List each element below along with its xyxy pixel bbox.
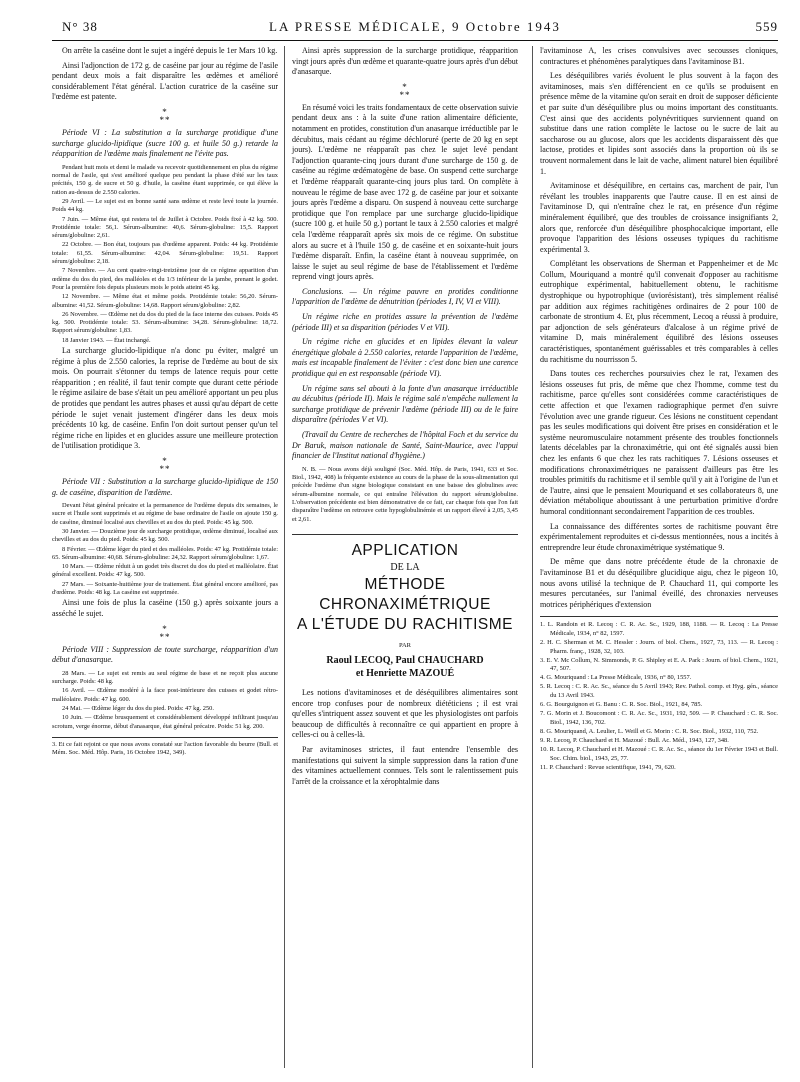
case-note: 28 Mars. — Le sujet est remis au seul régime de base et ne reçoit plus aucune surcharge. Poids: 48 kg. [52, 669, 278, 686]
case-note: 7 Novembre. — Au cent quatre-vingt-treizième jour de ce régime apparition d'un œdème du dos du pied, des malléoles et du 1/3 inférieur de la jambe, prenant le godet. Pour la première fois depuis plusieurs mois le poids atteint 45 kg. [52, 267, 278, 291]
paragraph: La connaissance des différentes sortes de rachitisme pouvant être expérimentalement reproduites et ci-dessus mentionnées, nous a incités à entreprendre leur étude chronaximétrique systématique 9. [540, 521, 778, 552]
case-note: 29 Avril. — Le sujet est en bonne santé sans œdème et reste levé toute la journée. Poids 44 kg. [52, 197, 278, 214]
paragraph: La surcharge glucido-lipidique n'a donc pu éviter, malgré un régime à plus de 2.550 calories, la reprise de l'œdème au bout de six mois. On pourrait s'étonner du temps de latence requis pour cette réapparition ; en réalité, il faut tenir compte que durant cette période le régime asilaire de base s'était un peu amélioré apportant un peu plus de protides que pendant les autres phases et aussi qu'au départ de cette période le sujet venait justement d'ingérer dans les deux mois précédents 10 kg. de caséine. Enfin l'on doit surtout penser qu'un tel régime riche en lipides et en glucides assure une meilleure protection de l'utilisation protidique 3. [52, 345, 278, 451]
paragraph: Par avitaminoses strictes, il faut entendre l'ensemble des manifestations qui suivent la simple suppression dans la ration d'une des vitamines actuellement connues. Tels sont le ralentissement puis l'arrêt de la croissance et la xérophtalmie dans [292, 745, 518, 786]
reference: 10. R. Lecoq, P. Chauchard et H. Mazoué : C. R. Ac. Sc., séance du 1er Février 1943 et Bull. Soc. Chim. biol., 1943, 25, 77. [540, 746, 778, 762]
page-number: 559 [755, 19, 778, 34]
journal-title: LA PRESSE MÉDICALE, 9 Octobre 1943 [269, 19, 561, 34]
case-notes-period-6 [52, 164, 278, 345]
article-separator [292, 534, 518, 535]
case-note: 27 Mars. — Soixante-huitième jour de traitement. État général encore amélioré, pas d'œdème. Poids: 48 kg. La caséine est supprimée. [52, 580, 278, 597]
footnote-text: 3. Et ce fait rejoint ce que nous avons constaté sur l'action favorable du beurre (Bull. et Mém. Soc. Méd. Hôp. Paris, 16 Octobre 1942, 349). [52, 740, 278, 756]
issue-number: N° 38 [62, 19, 98, 34]
paragraph: Complétant les observations de Sherman et Pappenheimer et de Mc Collum, Mouriquand a montré qu'il convenait d'opposer au rachitisme eutrophique expérimental, habituellement obtenu, le rachitisme dystrophique ou hypotrophique (uviorésistant), très simplement réalisé par addition aux régimes rachitigènes ordinaires de 2 pour 100 de carbonate de strontium 4. Et, plus récemment, Lecoq a réussi à produire, par adjonction de sels générateurs d'alcalose à un régime privé de vitamine D, mais minéralement équilibré des lésions osseuses caractéristiques, spontanément guérissables et très comparables à celles du rachitisme du nourrisson 5. [540, 259, 778, 364]
case-note: Devant l'état général précaire et la permanence de l'œdème depuis dix semaines, le sucre et l'huile sont supprimés et au régime de base ordinaire de l'asile on ajoute 150 g. de caséine, diminué localisé aux chevilles et au dos du pied. Poids: 45 kg. 500. [52, 502, 278, 526]
case-note: 12 Novembre. — Même état et même poids. Protidémie totale: 56,20. Sérum-albumine: 41,52. Sérum-globuline: 14,68. Rapport sérum/globuline: 2,82. [52, 293, 278, 309]
reference: 1. L. Randoin et R. Lecoq : C. R. Ac. Sc., 1929, 188, 1188. — R. Lecoq : La Presse Médicale, 1934, n° 82, 1597. [540, 621, 778, 637]
case-notes-period-8 [52, 670, 278, 731]
paragraph: Ainsi l'adjonction de 172 g. de caséine par jour au régime de l'asile pendant deux mois a fait disparaître les œdèmes et amélioré considérablement l'état général. L'action curatrice de la caséine sur l'œdème est patente. [52, 60, 278, 102]
reference: 11. P. Chauchard : Revue scientifique, 1941, 79, 620. [540, 763, 676, 771]
case-note: 8 Février. — Œdème léger du pied et des malléoles. Poids: 47 kg. Protidémie totale: 65. Sérum-albumine: 40,68. Sérum-globuline: 24,32. Rapport sérum/globuline: 1,67. [52, 545, 278, 561]
case-note: 26 Novembre. — Œdème net du dos du pied de la face interne des cuisses. Poids 45 kg. 500. Protidémie totale: 53. Sérum-albumine: 34,28. Sérum-globuline: 18,72. Rapport sérum/globuline: 1,83. [52, 310, 278, 335]
footnote [52, 737, 278, 757]
column-rule-right [532, 46, 533, 1068]
article-title-block [292, 541, 518, 680]
asterism: * ** [159, 455, 171, 474]
paragraph: Les notions d'avitaminoses et de déséquilibres alimentaires sont encore trop confuses pour de nombreux diététiciens ; il est vrai qu'elles s'intriquent assez souvent et que les physiologistes ont parfois beaucoup de difficultés à reconnaître ce qui appartient en propre à celles-ci ou à celles-là. [292, 688, 518, 740]
case-note: 22 Octobre. — Bon état, toujours pas d'œdème apparent. Poids: 44 kg. Protidémie totale: 61,55. Sérum-albumine: 42,04. Sérum-globuline: 19,51. Rapport sérum/globuline: 2,18. [52, 241, 278, 266]
conclusion: Un régime riche en glucides et en lipides élevant la valeur énergétique globale à 2.550 calories, retarde l'apparition de l'œdème, mais est incapable finalement de l'éviter : c'est donc bien une carence protidique qui en est responsable (période VI). [292, 337, 518, 379]
reference: 4. G. Mouriquand : La Presse Médicale, 1936, n° 80, 1557. [540, 674, 692, 682]
article-title-line: A L'ÉTUDE DU RACHITISME [297, 616, 513, 634]
section-heading: Période VI : La substitution a la surcharge protidique d'une surcharge glucido-lipidique (sucre 100 g. et huile 50 g.) retarde la réapparition de l'œdème mais finalement ne l'évite pas. [52, 127, 278, 159]
case-note: 10 Juin. — Œdème brusquement et considérablement développé infiltrant jusqu'au scrotum, verge énorme, début d'anasarque, état général précaire. Poids: 51 kg. 200. [52, 714, 278, 730]
journal-page [52, 16, 778, 1072]
paragraph: Ainsi une fois de plus la caséine (150 g.) après soixante jours a asséché le sujet. [52, 598, 278, 618]
conclusion: Un régime sans sel abouti à la fonte d'un anasarque irréductible au décubitus (période II). Mais le régime salé n'empêche nullement la surcharge protidique de prévenir l'œdème (période III) ou de le faire disparaître (périodes V et VI). [292, 383, 518, 425]
paragraph: Dans toutes ces recherches poursuivies chez le rat, l'examen des lésions osseuses fut pris, de même que chez l'homme, comme test du rachitisme, parce qu'elles sont considérées comme caractéristiques de cette affection et que l'examen radiographique permet d'en suivre l'évolution avec une grande rigueur. Ces lésions ne constituent cependant pas les seules modifications qui doivent être prises en considération et le système neuromusculaire notamment présente des troubles fonctionnels latents décelables par la chronaximétrie, qui ont été signalés aussi bien chez les enfants 6 que chez les rats rachitiques 7. Lésions osseuses et modifications chronaximétriques ne paraissent d'ailleurs pas être les troubles primitifs du rachitisme et il semble qu'il y ait à l'origine de l'un et de l'autre, ainsi que le pensaient Mouriquand et ses collaborateurs 8, une déviation métabolique aboutissant à une perturbation primitive d'ordre humoral conditionnant secondairement l'apparition de ces troubles. [540, 369, 778, 516]
column-1 [52, 46, 278, 758]
paragraph: Ainsi après suppression de la surcharge protidique, réapparition vingt jours après d'un œdème et quarante-quatre jours après d'un début d'anasarque. [292, 46, 518, 77]
section-heading: Période VIII : Suppression de toute surcharge, réapparition d'un début d'anasarque. [52, 644, 278, 665]
asterism: * ** [159, 623, 171, 642]
nb-note [292, 466, 518, 524]
case-note: 10 Mars. — Œdème réduit à un godet très discret du dos du pied et malléolaire. État général excellent. Poids: 47 kg. 500. [52, 563, 278, 579]
case-note: 24 Mai. — Œdème léger du dos du pied. Poids: 47 kg. 250. [62, 704, 214, 712]
article-title-line: DE LA [390, 561, 420, 573]
reference: 7. G. Morin et J. Boucomont : C. R. Ac. Sc., 1931, 192, 509. — P. Chauchard : C. R. Soc. Biol., 1942, 136, 702. [540, 710, 778, 726]
column-rule-left [284, 46, 285, 1068]
paragraph: On arrête la caséine dont le sujet a ingéré depuis le 1er Mars 10 kg. [62, 46, 278, 55]
authors: Raoul LECOQ, Paul CHAUCHARD [326, 655, 484, 667]
case-note: 7 Juin. — Même état, qui restera tel de Juillet à Octobre. Poids fixé à 42 kg. 500. Protidémie totale: 56,1. Sérum-albumine: 40,6. Sérum-globuline: 15,5. Rapport sérum/globuline: 2,61. [52, 215, 278, 240]
conclusion: Conclusions. — Un régime pauvre en protides conditionne l'apparition de l'œdème de dénutrition (périodes I, IV, VI et VIII). [292, 286, 518, 307]
reference: 6. G. Bourguignon et G. Banu : C. R. Soc. Biol., 1921, 84, 785. [540, 701, 703, 709]
nb-text: N. B. — Nous avons déjà souligné (Soc. Méd. Hôp. de Paris, 1941, 633 et Soc. Biol., 1942, 408) la fréquente existence au cours de la phase de la sous-alimentation qui précède l'œdème d'un signe biologique consistant en une baisse des globulines avec sérum-albumine normale, ce qui entraîne l'élévation du rapport sérum/globuline. L'observation précédente est bien démonstrative de ce fait, car chaque fois que l'on fait disparaître l'œdème on retrouve cette hypoglobulinémie et un rapport élevé à 2,05, 3,45 et 2,61. [292, 465, 518, 523]
case-note: 18 Janvier 1943. — État inchangé. [62, 336, 151, 344]
byline-par: PAR [398, 642, 412, 650]
conclusion: Un régime riche en protides assure la prévention de l'œdème (période III) et sa disparition (périodes V et VII). [292, 312, 518, 332]
asterism: * ** [399, 81, 411, 100]
reference: 2. H. C. Sherman et M. C. Hessler : Journ. of biol. Chem., 1927, 73, 113. — R. Lecoq : Pharm. franç., 1928, 32, 103. [540, 638, 778, 655]
section-heading: Période VII : Substitution a la surcharge glucido-lipidique de 150 g. de caséine, disparition de l'œdème. [52, 476, 278, 497]
page-header [52, 16, 778, 41]
reference: 8. G. Mouriquand, A. Leulier, L. Weill et G. Morin : C. R. Soc. Biol., 1932, 110, 752. [540, 727, 759, 735]
column-2 [292, 46, 518, 791]
reference: 5. R. Lecoq : C. R. Ac. Sc., séance du 5 Avril 1943; Rev. Pathol. comp. et Hyg. gén., séance du 13 Avril 1943. [540, 683, 778, 700]
affiliation-note: (Travail du Centre de recherches de l'hôpital Foch et du service du Dr Baruk, maison nationale de Santé, Saint-Maurice, avec l'appui financier de l'Institut national d'hygiène.) [292, 430, 518, 461]
article-title-line: APPLICATION [351, 541, 459, 559]
paragraph: De même que dans notre précédente étude de la chronaxie de l'avitaminose B1 et du déséquilibre glucidique aigu, chez le pigeon 10, nous avons utilisé la technique de P. Chauchard 11, qui comporte les mesures percutanées, sur l'animal éveillé, des chronaxies nerveuses motrices périphériques d'extension [540, 557, 778, 609]
reference: 3. E. V. Mc Collum, N. Simmonds, P. G. Shipley et E. A. Park : Journ. of biol. Chem., 1921, 47, 507. [540, 656, 778, 673]
reference: 9. R. Lecoq, P. Chauchard et H. Mazoué : Bull. Ac. Méd., 1943, 127, 348. [540, 737, 729, 744]
asterism: * ** [159, 106, 171, 125]
paragraph: l'avitaminose A, les crises convulsives avec secousses cloniques, contractures et phénomènes paralytiques dans l'avitaminose B1. [540, 46, 778, 66]
case-note: Pendant huit mois et demi le malade va recevoir quotidiennement en plus du régime normal de l'asile, qui s'est amélioré quelque peu pendant la phase d'été sur les taux précités, 150 g. de sucre et 50 g. d'huile, la caséine étant supprimée, ce qui élève la ration au-dessus de 2.550 calories. [52, 163, 278, 196]
paragraph: Les déséquilibres variés évoluent le plus souvent à la façon des avitaminoses, mais s'en différencient en ce qu'ils se produisent en présence même de la vitamine qu'on serait en droit de supposer déficiente et par suite d'un déséquilibre plus ou moins important des constituants. C'est ainsi que des accidents polynévritiques surviennent quand on substitue dans une ration complète le lactose ou le sucre de lait au saccharose ou au glucose, alors que les accidents disparaissent dès que lactose, protides et lipides sont associés dans la proportion où ils se trouvent normalement dans le lait de vache, aliment naturel bien équilibré 1. [540, 71, 778, 176]
references [540, 616, 778, 772]
article-title-line: MÉTHODE CHRONAXIMÉTRIQUE [319, 576, 491, 614]
summary-paragraph: En résumé voici les traits fondamentaux de cette observation suivie pendant deux ans : à la suite d'une ration alimentaire déficiente, notamment en protides, constitution d'un anasarque irréductible par le décubitus, mais cédant au régime déchloruré (perte de 20 kg en sept jours). L'œdème ne réapparaît pas chez le sujet levé pendant l'adjonction quarante-cinq jours durant d'une surcharge de 150 g. de caséine au régime œdématogène de base. On suspend cette surcharge et l'œdème réapparaît quarante-cinq jours plus tard. On complète à nouveau le régime de base avec 172 g. de caséine par jour et soixante jours après l'œdème a disparu. On suspend à nouveau cette surcharge protidique que l'on remplace par une surcharge glucido-lipidique (sucre 100 g. et huile 50 g.) portant le taux à 2.550 calories et malgré cela l'œdème réapparaît après six mois de ce régime. On substitue alors au sucre et à l'huile 150 g. de caséine et en soixante-huit jours l'œdème disparaît. Enfin, la caséine étant à nouveau supprimée, on laisse le sujet au seul régime de base de l'établissement et l'œdème reprend vingt jours après. [292, 102, 518, 282]
case-note: 16 Avril. — Œdème modéré à la face post-intérieure des cuisses et godet rétro-malléolaire. Poids: 47 kg. 600. [52, 687, 278, 703]
case-notes-period-7 [52, 502, 278, 597]
case-note: 30 Janvier. — Douzième jour de surcharge protidique, œdème diminué, localisé aux chevilles et au dos du pied. Poids: 45 kg. 500. [52, 528, 278, 544]
paragraph: Avitaminose et déséquilibre, en certains cas, marchent de pair, l'un révélant les troubles inapparents que l'autre cause. Il en est ainsi de l'avitaminose D, qui n'entraîne chez le rat, en présence d'un régime minéralement équilibré, que des troubles de croissance insignifiants 2, alors que, renforcée d'un déséquilibre phosphocalcique important, elle provoque l'apparition des lésions osseuses typiques du rachitisme expérimental 3. [540, 181, 778, 254]
authors: et Henriette MAZOUÉ [355, 668, 455, 680]
column-3 [540, 46, 778, 773]
